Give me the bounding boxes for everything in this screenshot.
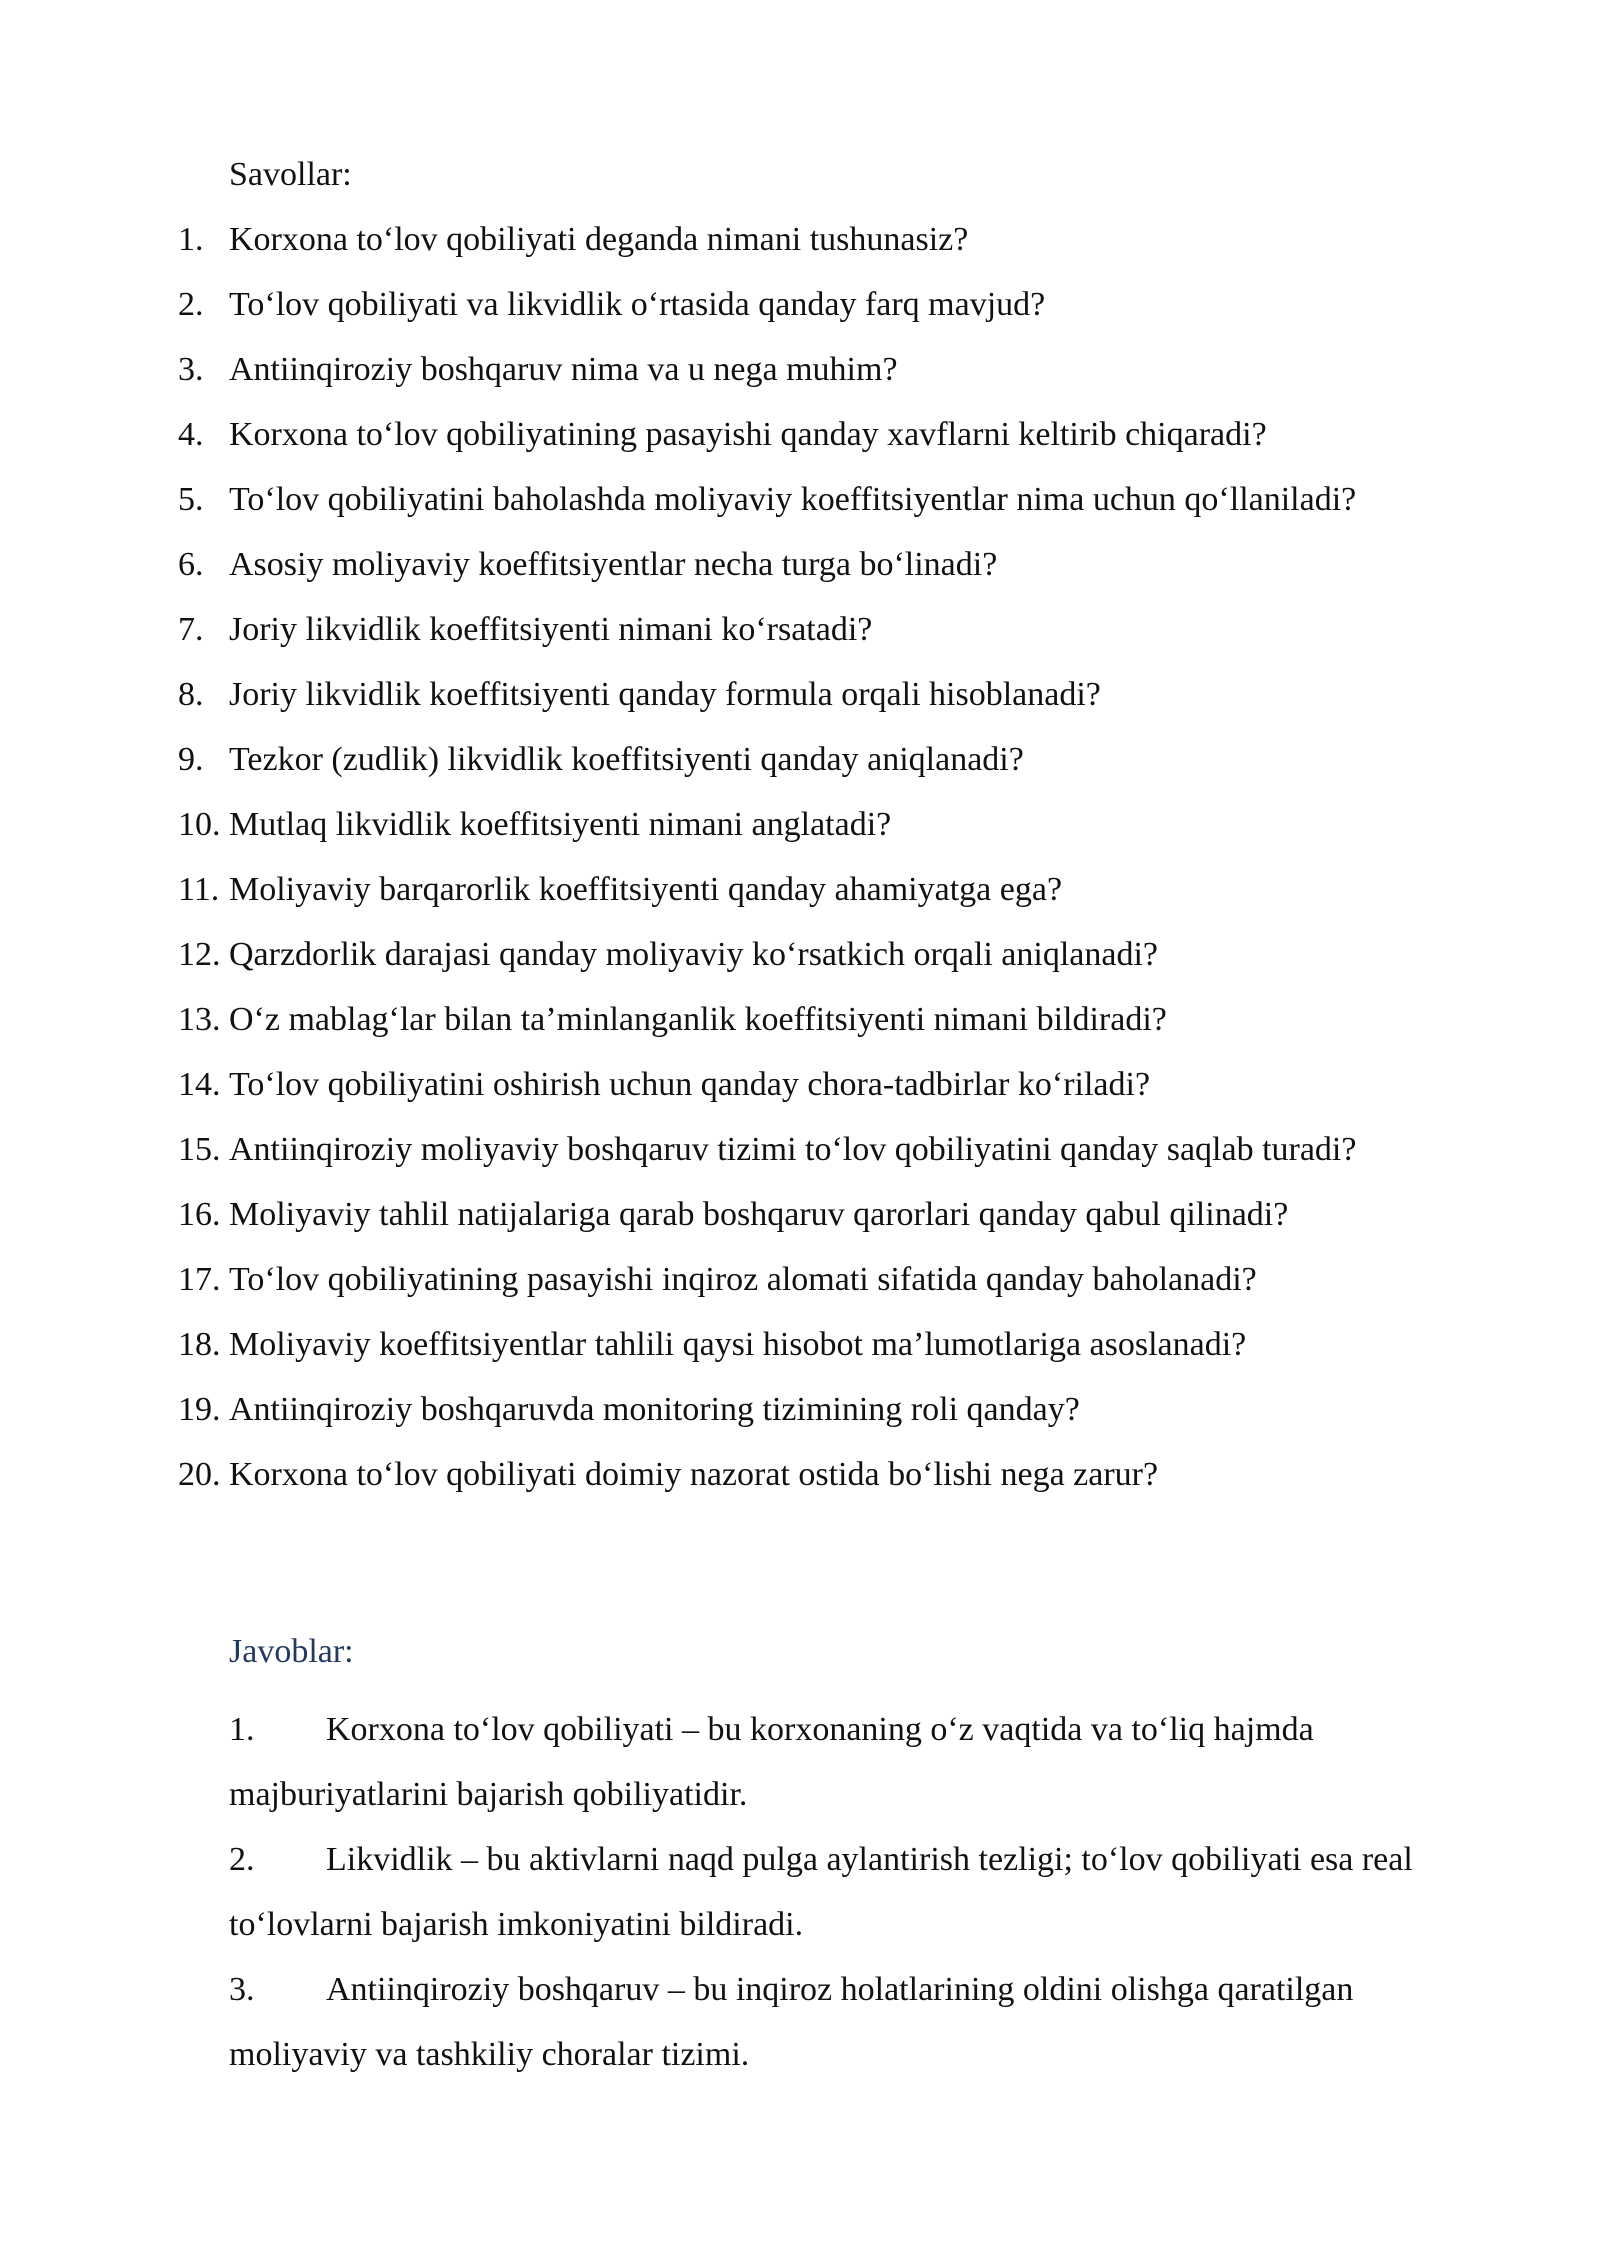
question-number: 16. — [178, 1196, 221, 1233]
question-text: Korxona to‘lov qobiliyati doimiy nazorat ostida bo‘lishi nega zarur? — [229, 1456, 1159, 1493]
question-text: Tezkor (zudlik) likvidlik koeffitsiyenti qanday aniqlanadi? — [229, 741, 1024, 778]
answers-heading: Javoblar: — [229, 1633, 354, 1670]
question-item — [178, 870, 1356, 935]
answer-text: Antiinqiroziy boshqaruv – bu inqiroz holatlarining oldini olishga qaratilgan moliyaviy va tashkiliy choralar tizimi. — [229, 1971, 1354, 2073]
questions-heading: Savollar: — [229, 156, 352, 193]
question-item — [178, 1325, 1356, 1390]
question-item — [178, 1065, 1356, 1130]
question-item — [178, 610, 1356, 675]
question-text: Joriy likvidlik koeffitsiyenti qanday formula orqali hisoblanadi? — [229, 676, 1101, 713]
answers-list — [229, 1697, 1479, 2087]
question-text: To‘lov qobiliyatining pasayishi inqiroz alomati sifatida qanday baholanadi? — [229, 1261, 1257, 1298]
question-item — [178, 1195, 1356, 1260]
question-item — [178, 545, 1356, 610]
question-number: 10. — [178, 806, 221, 843]
answer-number: 2. — [229, 1841, 255, 1878]
question-item — [178, 935, 1356, 1000]
question-item — [178, 805, 1356, 870]
question-number: 8. — [178, 676, 204, 713]
question-item — [178, 350, 1356, 415]
question-text: Moliyaviy barqarorlik koeffitsiyenti qanday ahamiyatga ega? — [229, 871, 1063, 908]
question-item — [178, 415, 1356, 480]
question-number: 19. — [178, 1391, 221, 1428]
questions-list — [178, 220, 1356, 1520]
question-text: Antiinqiroziy boshqaruv nima va u nega muhim? — [229, 351, 898, 388]
question-text: Moliyaviy koeffitsiyentlar tahlili qaysi hisobot ma’lumotlariga asoslanadi? — [229, 1326, 1247, 1363]
question-text: Antiinqiroziy boshqaruvda monitoring tizimining roli qanday? — [229, 1391, 1080, 1428]
question-number: 9. — [178, 741, 204, 778]
question-text: To‘lov qobiliyatini baholashda moliyaviy koeffitsiyentlar nima uchun qo‘llaniladi? — [229, 481, 1357, 518]
question-text: Asosiy moliyaviy koeffitsiyentlar necha turga bo‘linadi? — [229, 546, 998, 583]
question-item — [178, 1000, 1356, 1065]
question-number: 5. — [178, 481, 204, 518]
answer-text: Korxona to‘lov qobiliyati – bu korxonaning o‘z vaqtida va to‘liq hajmda majburiyatlarini bajarish qobiliyatidir. — [229, 1711, 1314, 1813]
question-number: 20. — [178, 1456, 221, 1493]
answer-item — [229, 1957, 1479, 2087]
question-number: 4. — [178, 416, 204, 453]
question-text: O‘z mablag‘lar bilan ta’minlanganlik koeffitsiyenti nimani bildiradi? — [229, 1001, 1167, 1038]
question-item — [178, 675, 1356, 740]
answer-item — [229, 1697, 1479, 1827]
question-item — [178, 220, 1356, 285]
answer-number: 1. — [229, 1711, 255, 1748]
question-item — [178, 1455, 1356, 1520]
question-item — [178, 480, 1356, 545]
question-number: 17. — [178, 1261, 221, 1298]
question-text: Korxona to‘lov qobiliyatining pasayishi qanday xavflarni keltirib chiqaradi? — [229, 416, 1267, 453]
question-text: Korxona to‘lov qobiliyati deganda nimani tushunasiz? — [229, 221, 969, 258]
question-text: Antiinqiroziy moliyaviy boshqaruv tizimi to‘lov qobiliyatini qanday saqlab turadi? — [229, 1131, 1357, 1168]
answer-number: 3. — [229, 1971, 255, 2008]
question-text: Moliyaviy tahlil natijalariga qarab boshqaruv qarorlari qanday qabul qilinadi? — [229, 1196, 1289, 1233]
question-number: 13. — [178, 1001, 221, 1038]
question-number: 2. — [178, 286, 204, 323]
question-number: 18. — [178, 1326, 221, 1363]
question-number: 3. — [178, 351, 204, 388]
question-number: 6. — [178, 546, 204, 583]
answer-item — [229, 1827, 1479, 1957]
question-item — [178, 285, 1356, 350]
question-item — [178, 740, 1356, 805]
question-text: Qarzdorlik darajasi qanday moliyaviy ko‘rsatkich orqali aniqlanadi? — [229, 936, 1159, 973]
question-text: To‘lov qobiliyatini oshirish uchun qanday chora-tadbirlar ko‘riladi? — [229, 1066, 1151, 1103]
question-text: Joriy likvidlik koeffitsiyenti nimani ko‘rsatadi? — [229, 611, 873, 648]
question-number: 11. — [178, 871, 220, 908]
question-number: 1. — [178, 221, 204, 258]
question-number: 12. — [178, 936, 221, 973]
question-item — [178, 1390, 1356, 1455]
question-text: To‘lov qobiliyati va likvidlik o‘rtasida qanday farq mavjud? — [229, 286, 1046, 323]
question-text: Mutlaq likvidlik koeffitsiyenti nimani anglatadi? — [229, 806, 892, 843]
question-number: 14. — [178, 1066, 221, 1103]
question-item — [178, 1130, 1356, 1195]
question-number: 15. — [178, 1131, 221, 1168]
answer-text: Likvidlik – bu aktivlarni naqd pulga aylantirish tezligi; to‘lov qobiliyati esa real to‘lovlarni bajarish imkoniyatini bildiradi. — [229, 1841, 1413, 1943]
question-item — [178, 1260, 1356, 1325]
question-number: 7. — [178, 611, 204, 648]
